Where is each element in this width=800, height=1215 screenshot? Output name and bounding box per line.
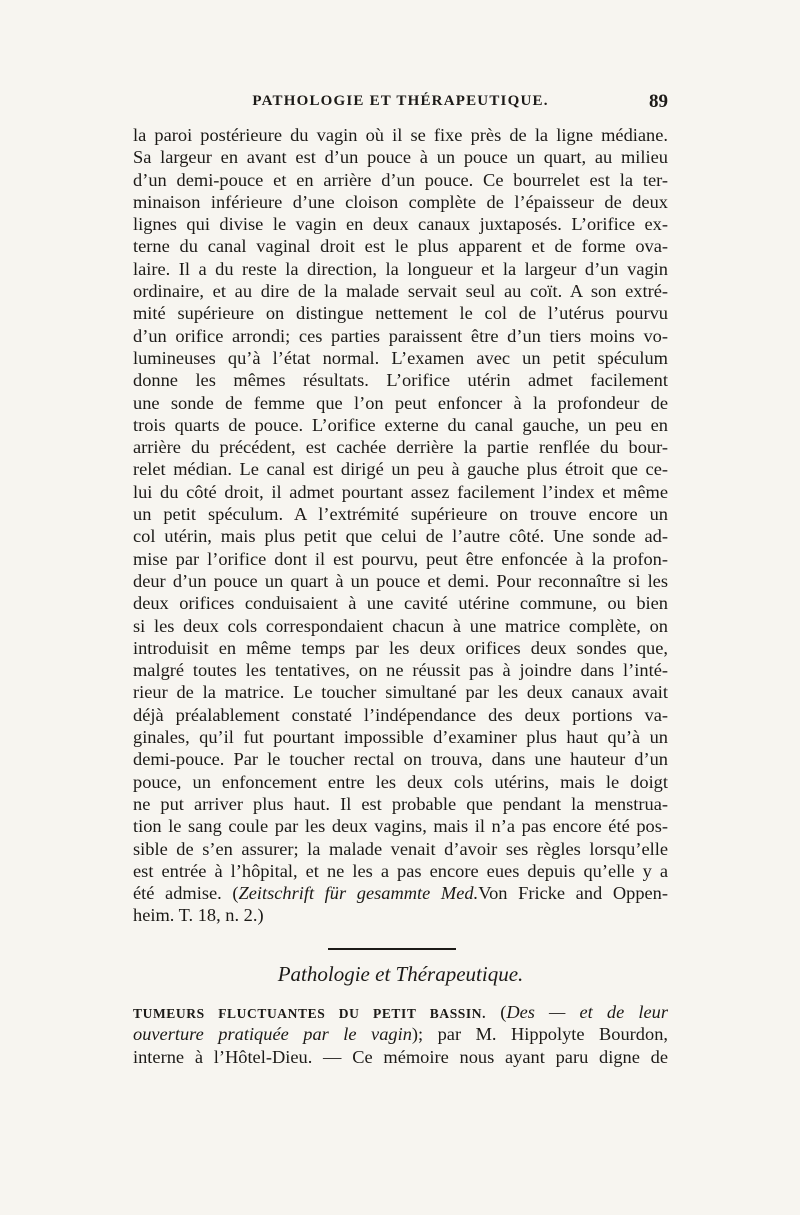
article-title-line: [133, 1001, 668, 1023]
citation-line: [133, 882, 668, 904]
text-line: deur d’un pouce un quart à un pouce et demi. Pour reconnaître si les: [133, 570, 668, 591]
text-line: lumineuses qu’à l’état normal. L’examen avec un petit spéculum: [133, 347, 668, 368]
text-line: un petit spéculum. A l’extrémité supérieure on trouve encore un: [133, 504, 668, 525]
citation-lead: été admise. (: [133, 883, 239, 904]
text-line: col utérin, mais plus petit que celui de l’autre côté. Une sonde ad-: [133, 526, 668, 547]
article-title-caps: TUMEURS FLUCTUANTES DU PETIT BASSIN.: [133, 1006, 487, 1021]
body-text: [133, 124, 668, 927]
text-line: donne les mêmes résultats. L’orifice utérin admet facilement: [133, 370, 668, 391]
text-line: une sonde de femme que l’on peut enfoncer à la profondeur de: [133, 392, 668, 413]
text-line: déjà préalablement constaté l’indépendance des deux portions va-: [133, 704, 668, 725]
text-line: Sa largeur en avant est d’un pouce à un pouce un quart, au milieu: [133, 147, 668, 168]
citation-authors: Von Fricke and Oppen-: [478, 883, 668, 904]
section-heading: Pathologie et Thérapeutique.: [277, 962, 524, 986]
text-line: lignes qui divise le vagin en deux canaux juxtaposés. L’orifice ex-: [133, 214, 668, 235]
text-line: relet médian. Le canal est dirigé un peu à gauche plus étroit que ce-: [133, 459, 668, 480]
article-byline-line: [133, 1023, 668, 1045]
running-title: PATHOLOGIE ET THÉRAPEUTIQUE.: [252, 93, 549, 109]
text-line: est entrée à l’hôpital, et ne les a pas encore eues depuis qu’elle y a: [133, 860, 668, 881]
running-head: [133, 93, 668, 119]
text-line: trois quarts de pouce. L’orifice externe du canal gauche, un peu en: [133, 414, 668, 435]
text-line: mise par l’orifice dont il est pourvu, peut être enfoncée à la profon-: [133, 548, 668, 569]
text-line: rieur de la matrice. Le toucher simultané par les deux canaux avait: [133, 682, 668, 703]
section-divider: [328, 948, 456, 950]
article-text-line: interne à l’Hôtel-Dieu. — Ce mémoire nous ayant paru digne de: [133, 1046, 668, 1067]
citation-journal: Zeitschrift für gesammte Med.: [238, 883, 479, 904]
text-line: d’un orifice arrondi; ces parties paraissent être d’un tiers moins vo-: [133, 325, 668, 346]
text-line: ordinaire, et au dire de la malade servait seul au coït. A son extré-: [133, 281, 668, 302]
article-title-open: (: [486, 1002, 507, 1022]
article-title-italic: Des — et de leur: [506, 1002, 668, 1022]
text-line: minaison inférieure d’une cloison complète de l’épaisseur de deux: [133, 191, 668, 212]
text-line: si les deux cols correspondaient chacun à une matrice complète, on: [133, 615, 668, 636]
text-line: ne put arriver plus haut. Il est probable que pendant la menstrua-: [133, 793, 668, 814]
text-line: mité supérieure on distingue nettement le col de l’utérus pourvu: [133, 303, 668, 324]
text-line: la paroi postérieure du vagin où il se fixe près de la ligne médiane.: [133, 125, 668, 145]
text-line: arrière du précédent, est cachée derrière la partie renflée du bour-: [133, 437, 668, 458]
text-line: ginales, qu’il fut pourtant impossible d’examiner plus haut qu’à un: [133, 727, 668, 748]
text-line: lui du côté droit, il admet pourtant assez facilement l’index et même: [133, 481, 668, 502]
text-line: malgré toutes les tentatives, on ne réussit pas à joindre dans l’inté-: [133, 660, 668, 681]
text-line: deux orifices conduisaient à une cavité utérine commune, ou bien: [133, 593, 668, 614]
article-byline: ); par M. Hippolyte Bourdon,: [411, 1024, 668, 1045]
text-line: tion le sang coule par les deux vagins, mais il n’a pas encore été pos-: [133, 816, 668, 837]
text-line: sible de s’en assurer; la malade venait d’avoir ses règles lorsqu’elle: [133, 838, 668, 859]
text-line: laire. Il a du reste la direction, la longueur et la largeur d’un vagin: [133, 258, 668, 279]
article-title-italic-2: ouverture pratiquée par le vagin: [133, 1024, 412, 1045]
text-line: d’un demi-pouce et en arrière d’un pouce. Ce bourrelet est la ter-: [133, 169, 668, 190]
text-line: pouce, un enfoncement entre les deux cols utérins, mais le doigt: [133, 771, 668, 792]
text-line: terne du canal vaginal droit est le plus apparent et de forme ova-: [133, 236, 668, 257]
article-intro: [133, 1001, 668, 1068]
text-line: introduisit en même temps par les deux orifices deux sondes que,: [133, 637, 668, 658]
text-line: demi-pouce. Par le toucher rectal on trouva, dans une hauteur d’un: [133, 749, 668, 770]
citation-line-2: heim. T. 18, n. 2.): [133, 905, 264, 926]
page-number: 89: [649, 91, 668, 112]
